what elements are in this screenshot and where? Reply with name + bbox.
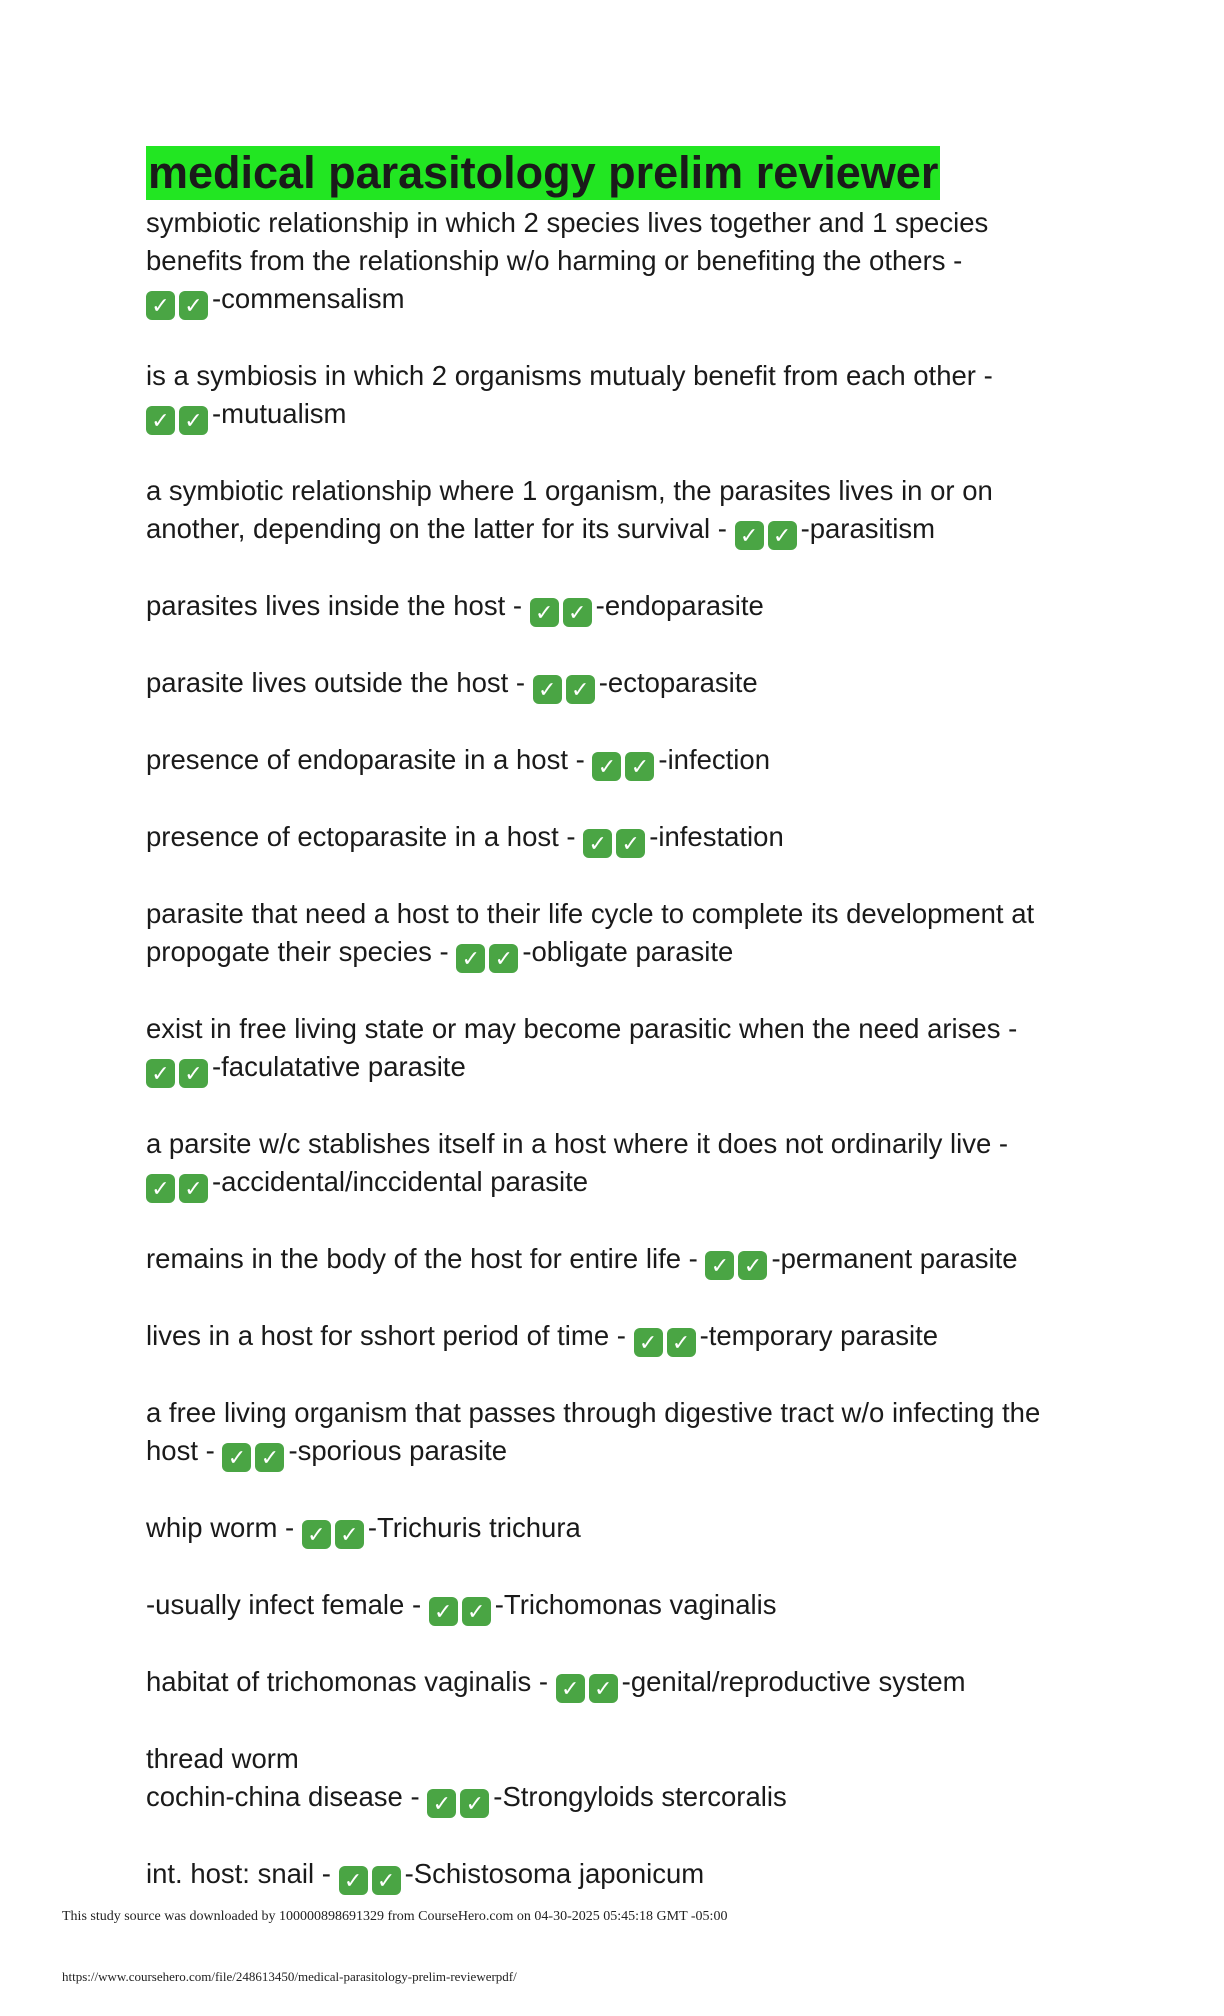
flashcard-list (146, 204, 1086, 1895)
answer-text: -Strongyloids stercoralis (493, 1781, 787, 1812)
check-mark-button-icon: ✓ (335, 1520, 364, 1549)
check-mark-button-icon: ✓ (456, 944, 485, 973)
check-mark-button-icon: ✓ (179, 1059, 208, 1088)
flashcard-entry (146, 357, 1086, 435)
separator: - (531, 1666, 556, 1697)
separator: - (277, 1512, 302, 1543)
flashcard-entry (146, 664, 1086, 704)
check-mark-button-icon: ✓ (222, 1443, 251, 1472)
flashcard-entry (146, 1586, 1086, 1626)
question-line (146, 933, 1086, 973)
question-line (146, 587, 1086, 627)
separator: - (567, 744, 593, 775)
question-text: presence of endoparasite in a host (146, 744, 568, 775)
question-text: symbiotic relationship in which 2 species lives together and 1 species (146, 207, 989, 238)
check-mark-button-icon: ✓ (530, 598, 559, 627)
question-line (146, 357, 1086, 395)
flashcard-entry (146, 204, 1086, 320)
flashcard-entry (146, 818, 1086, 858)
separator: - (558, 821, 584, 852)
check-mark-button-icon: ✓ (146, 406, 175, 435)
question-text: lives in a host for sshort period of time (146, 1320, 610, 1351)
flashcard-entry (146, 1509, 1086, 1549)
check-mark-button-icon: ✓ (460, 1789, 489, 1818)
check-mark-button-icon: ✓ (735, 521, 764, 550)
question-text: habitat of trichomonas vaginalis (146, 1666, 532, 1697)
question-text: presence of ectoparasite in a host (146, 821, 559, 852)
check-mark-button-icon: ✓ (146, 1059, 175, 1088)
check-mark-button-icon: ✓ (489, 944, 518, 973)
check-mark-button-icon: ✓ (592, 752, 621, 781)
question-text: -usually infect female (146, 1589, 405, 1620)
check-mark-button-icon: ✓ (179, 406, 208, 435)
check-mark-button-icon: ✓ (634, 1328, 663, 1357)
question-line (146, 510, 1086, 550)
separator: - (609, 1320, 634, 1351)
check-mark-button-icon: ✓ (146, 1174, 175, 1203)
question-line (146, 204, 1086, 242)
question-text: another, depending on the latter for its survival (146, 513, 711, 544)
check-mark-button-icon: ✓ (583, 829, 612, 858)
check-mark-button-icon: ✓ (667, 1328, 696, 1357)
check-mark-button-icon: ✓ (616, 829, 645, 858)
check-mark-button-icon: ✓ (462, 1597, 491, 1626)
question-line (146, 1740, 1086, 1778)
separator: - (710, 513, 735, 544)
question-line (146, 1586, 1086, 1626)
question-line (146, 1663, 1086, 1703)
question-line (146, 1394, 1086, 1432)
check-mark-button-icon: ✓ (255, 1443, 284, 1472)
flashcard-entry (146, 1240, 1086, 1280)
document-title: medical parasitology prelim reviewer (148, 147, 939, 198)
question-line (146, 895, 1086, 933)
separator: - (991, 1128, 1009, 1159)
question-text: a parsite w/c stablishes itself in a host where it does not ordinarily live (146, 1128, 992, 1159)
question-text: parasites lives inside the host (146, 590, 506, 621)
question-line (146, 664, 1086, 704)
flashcard-entry (146, 1010, 1086, 1088)
answer-text: -mutualism (212, 398, 347, 429)
question-text: cochin-china disease (146, 1781, 403, 1812)
question-text: exist in free living state or may become parasitic when the need arises (146, 1013, 1001, 1044)
question-line (146, 741, 1086, 781)
check-mark-button-icon: ✓ (556, 1674, 585, 1703)
question-text: a symbiotic relationship where 1 organism, the parasites lives in or on (146, 475, 993, 506)
flashcard-entry (146, 1317, 1086, 1357)
question-line (146, 1855, 1086, 1895)
answer-line (146, 280, 1086, 320)
flashcard-entry (146, 1394, 1086, 1472)
answer-text: -permanent parasite (771, 1243, 1018, 1274)
check-mark-button-icon: ✓ (533, 675, 562, 704)
separator: - (402, 1781, 428, 1812)
check-mark-button-icon: ✓ (302, 1520, 331, 1549)
question-text: propogate their species (146, 936, 432, 967)
answer-line (146, 1048, 1086, 1088)
answer-text: -ectoparasite (598, 667, 758, 698)
flashcard-entry (146, 472, 1086, 550)
question-line (146, 1432, 1086, 1472)
answer-text: -obligate parasite (522, 936, 734, 967)
answer-text: -commensalism (212, 283, 405, 314)
question-line (146, 472, 1086, 510)
question-line (146, 1125, 1086, 1163)
separator: - (1000, 1013, 1018, 1044)
flashcard-entry (146, 1125, 1086, 1203)
question-line (146, 1240, 1086, 1280)
answer-text: -parasitism (800, 513, 936, 544)
answer-text: -Schistosoma japonicum (404, 1858, 705, 1889)
check-mark-button-icon: ✓ (625, 752, 654, 781)
question-text: parasite lives outside the host (146, 667, 509, 698)
question-line (146, 1778, 1086, 1818)
separator: - (945, 245, 963, 276)
question-text: thread worm (146, 1743, 299, 1774)
separator: - (505, 590, 530, 621)
check-mark-button-icon: ✓ (427, 1789, 456, 1818)
check-mark-button-icon: ✓ (179, 1174, 208, 1203)
answer-line (146, 395, 1086, 435)
answer-text: -faculatative parasite (212, 1051, 466, 1082)
question-line (146, 242, 1086, 280)
answer-text: -Trichuris trichura (367, 1512, 581, 1543)
question-text: host (146, 1435, 198, 1466)
document-content (146, 146, 1086, 1932)
flashcard-entry (146, 1740, 1086, 1818)
question-line (146, 818, 1086, 858)
separator: - (314, 1858, 339, 1889)
download-source-notice: This study source was downloaded by 100000898691329 from CourseHero.com on 04-30-2025 05:45:18 GMT -05:00 (62, 1909, 728, 1924)
check-mark-button-icon: ✓ (146, 291, 175, 320)
separator: - (508, 667, 533, 698)
source-url: https://www.coursehero.com/file/248613450/medical-parasitology-prelim-reviewerpdf/ (62, 1969, 517, 1984)
answer-text: -infection (658, 744, 770, 775)
separator: - (975, 360, 993, 391)
answer-text: -endoparasite (595, 590, 764, 621)
question-text: benefits from the relationship w/o harming or benefiting the others (146, 245, 946, 276)
question-text: remains in the body of the host for entire life (146, 1243, 682, 1274)
answer-text: -temporary parasite (699, 1320, 939, 1351)
check-mark-button-icon: ✓ (372, 1866, 401, 1895)
flashcard-entry (146, 1663, 1086, 1703)
answer-text: -accidental/inccidental parasite (212, 1166, 589, 1197)
question-line (146, 1509, 1086, 1549)
check-mark-button-icon: ✓ (738, 1251, 767, 1280)
question-line (146, 1010, 1086, 1048)
separator: - (431, 936, 457, 967)
separator: - (404, 1589, 429, 1620)
answer-line (146, 1163, 1086, 1203)
check-mark-button-icon: ✓ (566, 675, 595, 704)
check-mark-button-icon: ✓ (563, 598, 592, 627)
flashcard-entry (146, 1855, 1086, 1895)
answer-text: -genital/reproductive system (621, 1666, 966, 1697)
answer-text: -sporious parasite (288, 1435, 508, 1466)
check-mark-button-icon: ✓ (768, 521, 797, 550)
separator: - (681, 1243, 706, 1274)
question-text: whip worm (146, 1512, 278, 1543)
question-text: int. host: snail (146, 1858, 315, 1889)
question-text: parasite that need a host to their life cycle to complete its development at (146, 898, 1035, 929)
check-mark-button-icon: ✓ (429, 1597, 458, 1626)
check-mark-button-icon: ✓ (705, 1251, 734, 1280)
check-mark-button-icon: ✓ (179, 291, 208, 320)
flashcard-entry (146, 895, 1086, 973)
answer-text: -Trichomonas vaginalis (494, 1589, 777, 1620)
separator: - (197, 1435, 223, 1466)
flashcard-entry (146, 741, 1086, 781)
question-text: is a symbiosis in which 2 organisms mutualy benefit from each other (146, 360, 976, 391)
flashcard-entry (146, 587, 1086, 627)
check-mark-button-icon: ✓ (339, 1866, 368, 1895)
answer-text: -infestation (649, 821, 784, 852)
check-mark-button-icon: ✓ (589, 1674, 618, 1703)
question-text: a free living organism that passes through digestive tract w/o infecting the (146, 1397, 1041, 1428)
question-line (146, 1317, 1086, 1357)
